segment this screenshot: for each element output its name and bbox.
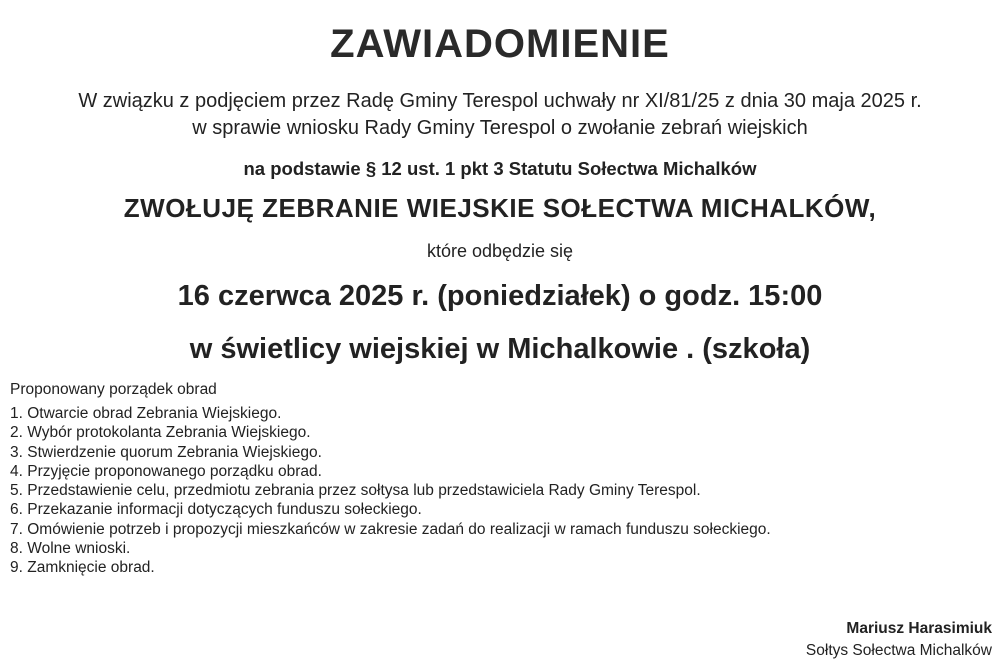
agenda-item: 9. Zamknięcie obrad. <box>10 559 155 577</box>
document-title: ZAWIADOMIENIE <box>330 22 670 66</box>
agenda-item: 8. Wolne wnioski. <box>10 540 131 558</box>
agenda-item: 2. Wybór protokolanta Zebrania Wiejskiego. <box>10 424 311 442</box>
resolution-reference: W związku z podjęciem przez Radę Gminy Terespol uchwały nr XI/81/25 z dnia 30 maja 2025 r. <box>78 90 922 112</box>
agenda-item: 5. Przedstawienie celu, przedmiotu zebrania przez sołtysa lub przedstawiciela Rady Gminy Terespol. <box>10 482 701 500</box>
agenda-item: 4. Przyjęcie proponowanego porządku obrad. <box>10 462 322 480</box>
will-take-place-text: które odbędzie się <box>426 241 574 261</box>
agenda-item: 3. Stwierdzenie quorum Zebrania Wiejskiego. <box>10 443 322 461</box>
agenda-item: 7. Omówienie potrzeb i propozycji mieszkańców w zakresie zadań do realizacji w ramach funduszu sołeckiego. <box>10 520 771 538</box>
signatory-name: Mariusz Harasimiuk <box>846 620 992 637</box>
convocation-heading: ZWOŁUJĘ ZEBRANIE WIEJSKIE SOŁECTWA MICHALKÓW, <box>123 193 877 223</box>
meeting-location: w świetlicy wiejskiej w Michalkowie . (szkoła) <box>189 333 811 365</box>
legal-basis: na podstawie § 12 ust. 1 pkt 3 Statutu Sołectwa Michalków <box>243 158 757 179</box>
request-subject: w sprawie wniosku Rady Gminy Terespol o zwołanie zebrań wiejskich <box>192 117 808 139</box>
agenda-item: 6. Przekazanie informacji dotyczących funduszu sołeckiego. <box>10 501 422 519</box>
meeting-date-time: 16 czerwca 2025 r. (poniedziałek) o godz. 15:00 <box>177 280 823 312</box>
agenda-header: Proponowany porządek obrad <box>10 381 217 398</box>
signatory-role: Sołtys Sołectwa Michalków <box>805 642 992 659</box>
agenda-list <box>10 404 771 578</box>
agenda-item: 1. Otwarcie obrad Zebrania Wiejskiego. <box>10 405 282 422</box>
